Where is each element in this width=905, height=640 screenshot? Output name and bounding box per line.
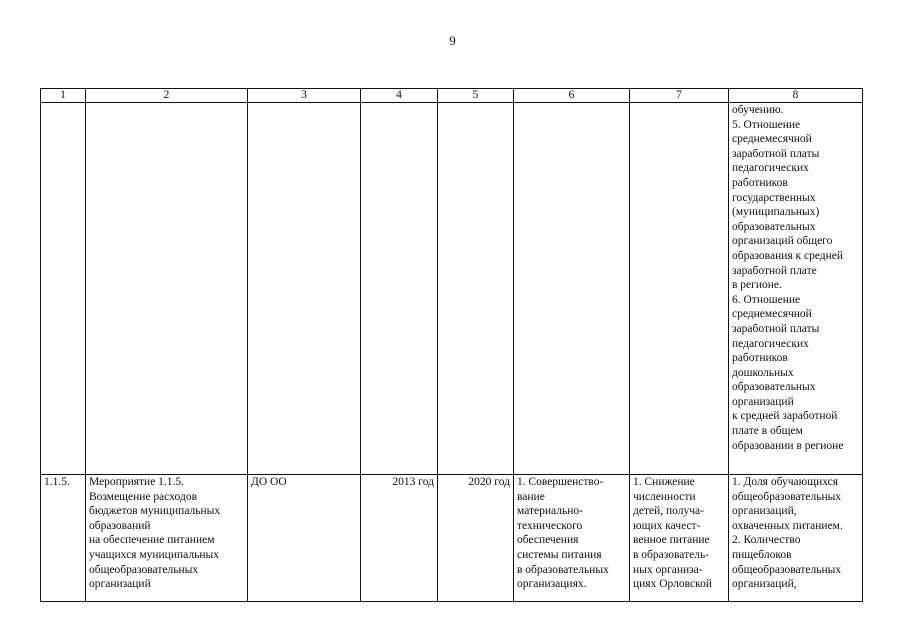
cell-empty [86, 103, 248, 475]
header-col-4: 4 [361, 89, 438, 103]
table-row-continuation [41, 103, 863, 475]
header-col-3: 3 [248, 89, 361, 103]
header-col-7: 7 [630, 89, 729, 103]
cell-empty [248, 103, 361, 475]
table-row-1-1-5 [41, 475, 863, 602]
cell-empty [438, 103, 514, 475]
cell-expected-result: 1. Совершенство- вание материально- технического обеспечения системы питания в образовательных организациях. [514, 475, 630, 602]
cell-executor: ДО ОО [248, 475, 361, 602]
cell-measure-name: Мероприятие 1.1.5. Возмещение расходов бюджетов муниципальных образований на обеспечение питанием учащихся муниципальных общеобразовательных организаций [86, 475, 248, 602]
cell-start-year: 2013 год [361, 475, 438, 602]
cell-number: 1.1.5. [41, 475, 86, 602]
cell-empty [630, 103, 729, 475]
cell-consequence: 1. Снижение численности детей, получа- ющих качест- венное питание в образователь- ных организа- циях Орловской [630, 475, 729, 602]
program-table [40, 88, 863, 602]
cell-empty [514, 103, 630, 475]
cell-empty [361, 103, 438, 475]
cell-indicators: 1. Доля обучающихся общеобразовательных организаций, охваченных питанием. 2. Количество пищеблоков общеобразовательных организаций, [729, 475, 863, 602]
page-number: 9 [449, 33, 456, 48]
cell-indicators-continued: обучению. 5. Отношение среднемесячной заработной платы педагогических работников государственных (муниципальных) образовательных организаций общего образования к средней заработной плате в регионе. 6. Отношение среднемесячной заработной платы педагогических работников дошкольных образовательных организаций к средней заработной плате в общем образовании в регионе [729, 103, 863, 475]
header-col-2: 2 [86, 89, 248, 103]
cell-empty [41, 103, 86, 475]
header-col-1: 1 [41, 89, 86, 103]
header-row [41, 89, 863, 103]
header-col-8: 8 [729, 89, 863, 103]
cell-end-year: 2020 год [438, 475, 514, 602]
header-col-6: 6 [514, 89, 630, 103]
header-col-5: 5 [438, 89, 514, 103]
